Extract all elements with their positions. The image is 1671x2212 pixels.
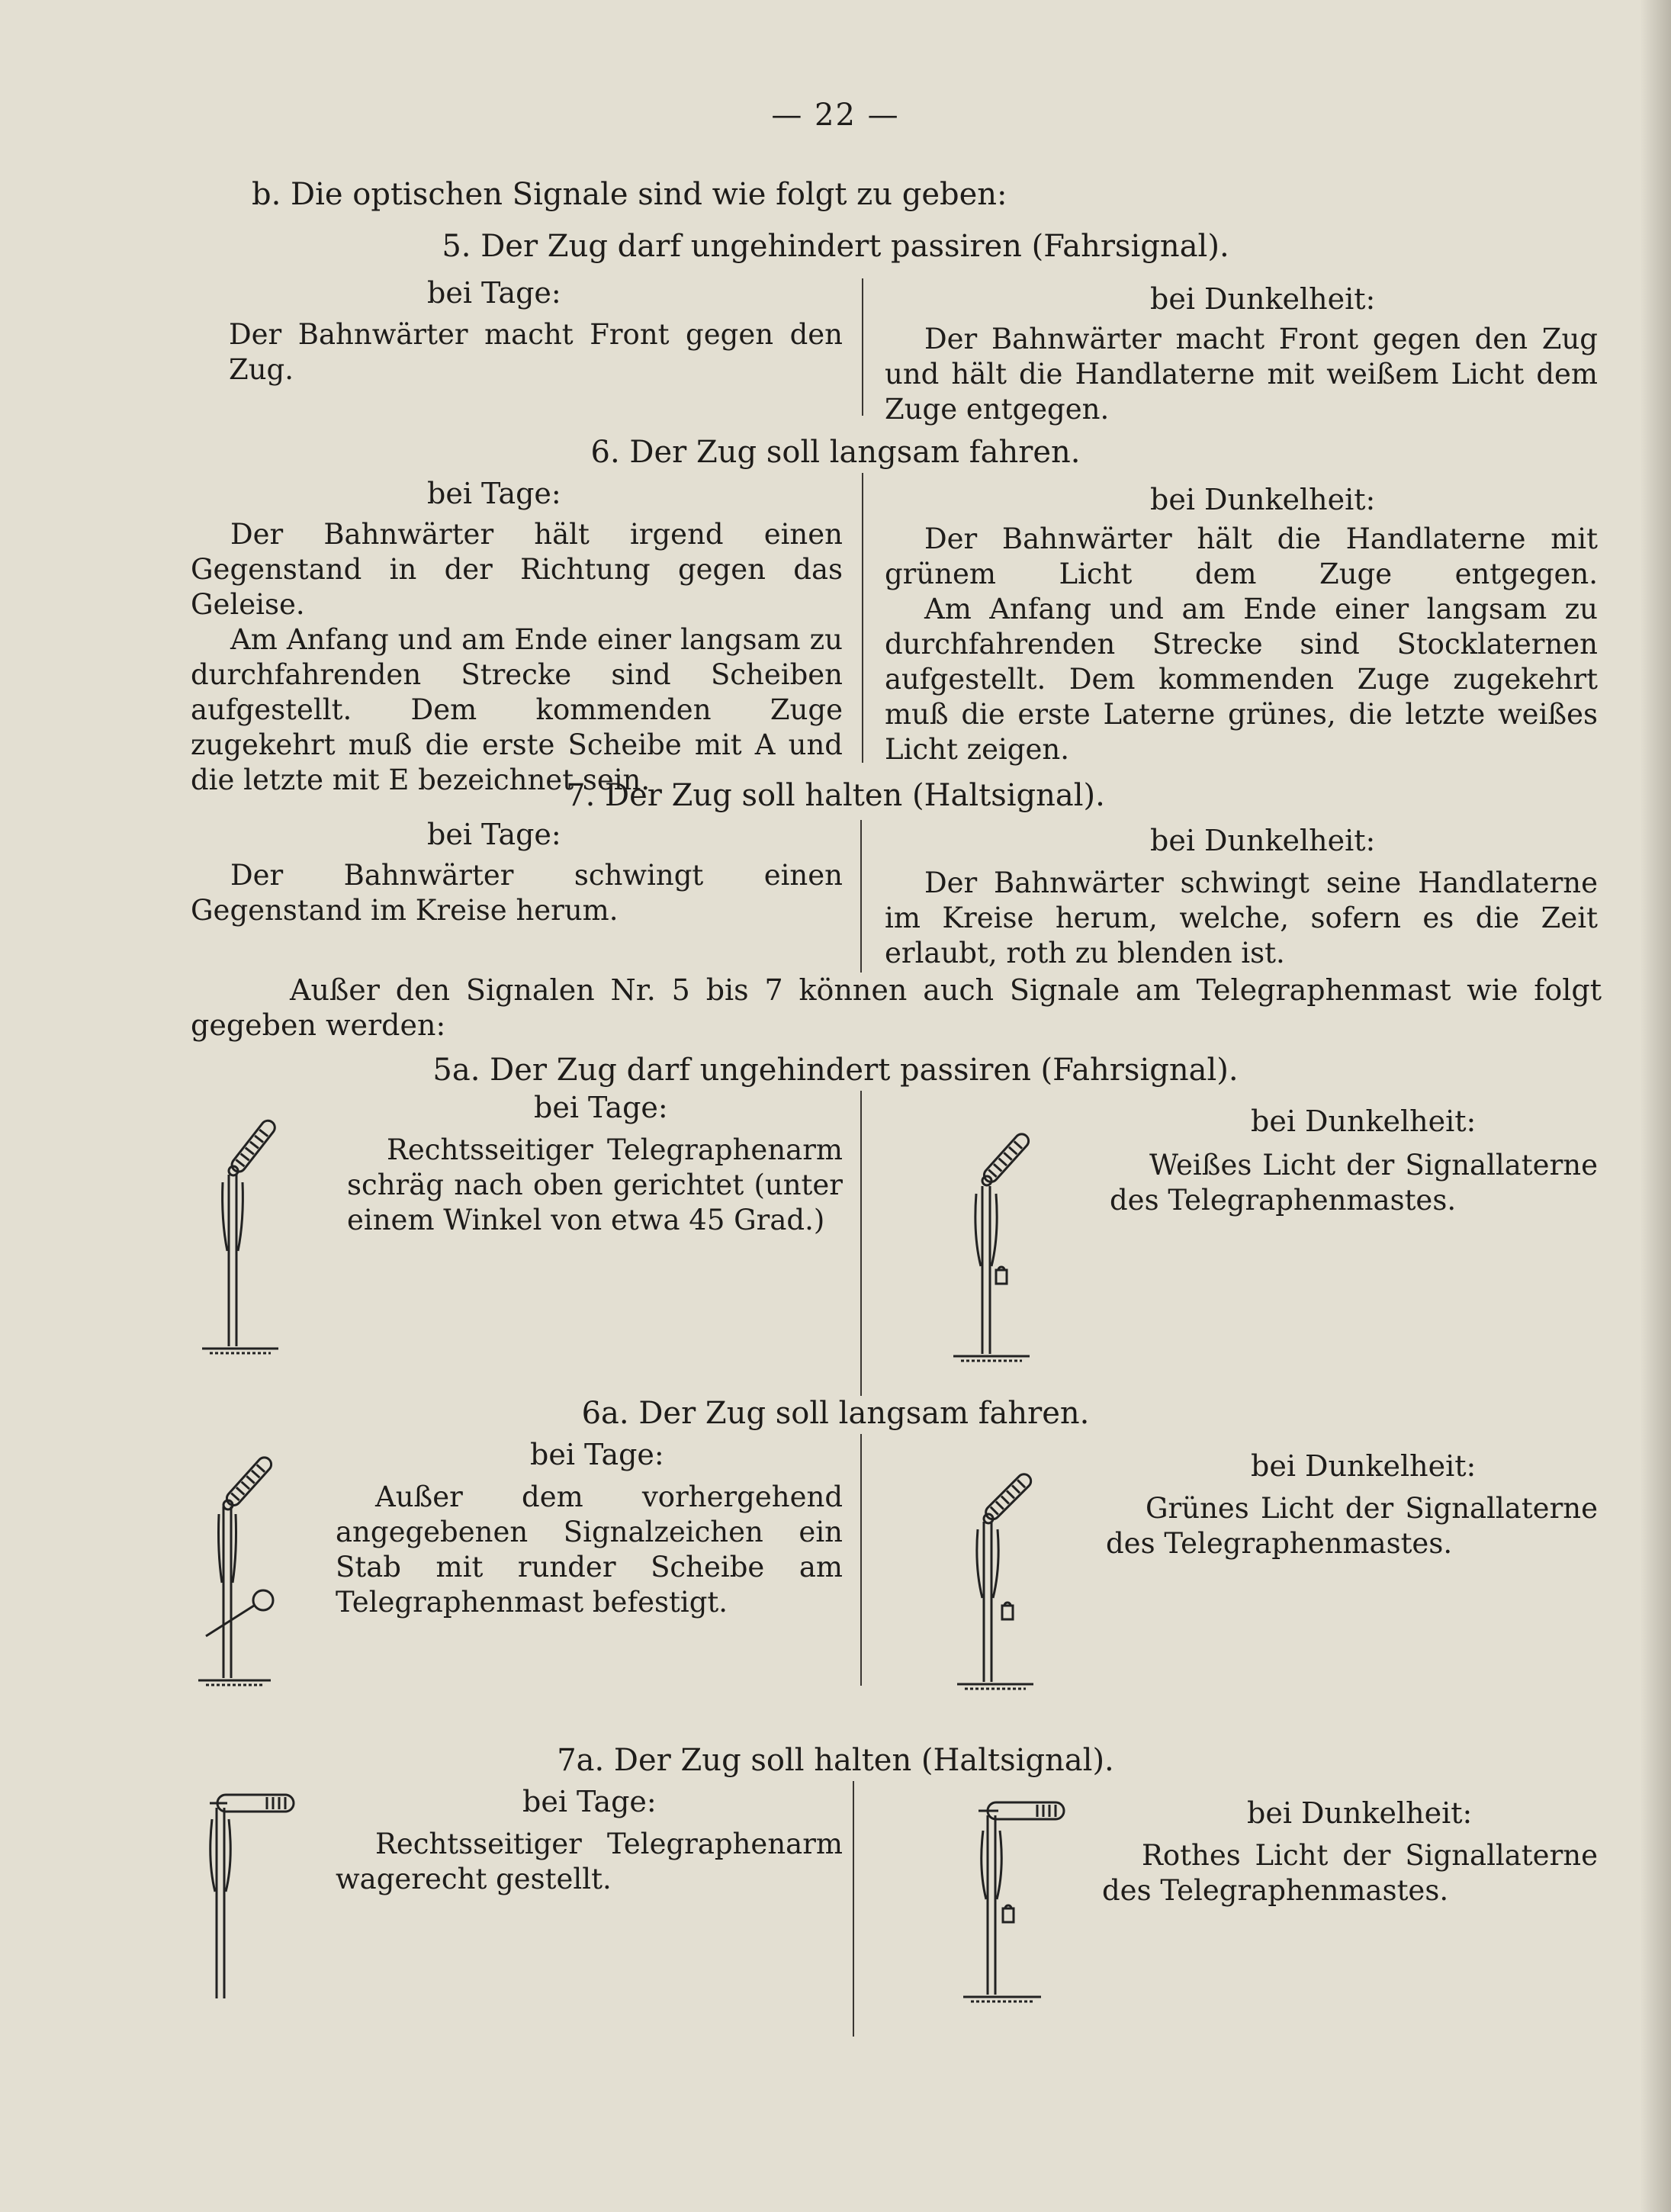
paragraph: Rothes Licht der Signallaterne des Telegraphenmastes. xyxy=(1102,1839,1598,1907)
signal-5a-day-label: bei Tage: xyxy=(534,1091,668,1124)
signal-5-night-label: bei Dunkelheit: xyxy=(1150,282,1376,316)
signal-5a-title: 5a. Der Zug darf ungehindert passiren (Fahrsignal). xyxy=(432,1053,1239,1088)
signal-7-day-text xyxy=(191,858,843,928)
column-divider xyxy=(862,278,863,416)
column-divider xyxy=(862,473,863,763)
column-divider xyxy=(860,820,862,973)
mast-7a-night-icon xyxy=(957,1792,1072,2006)
signal-7a-night-label: bei Dunkelheit: xyxy=(1247,1796,1473,1830)
paragraph: Der Bahnwärter hält die Handlaterne mit grünem Licht dem Zuge entgegen. xyxy=(885,522,1598,590)
signal-6-day-text xyxy=(191,517,843,798)
signal-6-night-text xyxy=(885,522,1598,767)
column-divider xyxy=(860,1434,862,1686)
paragraph: Außer dem vorhergehend angegebenen Signalzeichen ein Stab mit runder Scheibe am Telegraphenmast befestigt. xyxy=(336,1481,843,1619)
signal-5-day-text xyxy=(229,317,843,387)
signal-7a-title: 7a. Der Zug soll halten (Haltsignal). xyxy=(557,1743,1114,1778)
mast-7a-day-icon xyxy=(183,1777,309,2006)
signal-6a-day-text xyxy=(336,1480,843,1620)
signal-7-night-text xyxy=(885,866,1598,971)
page-number: — 22 — xyxy=(771,98,900,133)
paragraph: Der Bahnwärter schwingt seine Handlaterne im Kreise herum, welche, sofern es die Zeit erlaubt, roth zu blenden ist. xyxy=(885,866,1598,969)
signal-5-title: 5. Der Zug darf ungehindert passiren (Fahrsignal). xyxy=(442,229,1229,264)
column-divider xyxy=(853,1781,854,2037)
signal-7-night-label: bei Dunkelheit: xyxy=(1150,824,1376,857)
mast-5a-night-icon xyxy=(923,1106,1037,1377)
page-edge-shadow xyxy=(1640,0,1671,2212)
paragraph: Am Anfang und am Ende einer langsam zu durchfahrenden Strecke sind Scheiben aufgestellt. Dem kommenden Zuge zugekehrt muß die erste Scheibe mit A und die letzte mit E bezeichnet sein. xyxy=(191,623,843,796)
signal-7a-day-label: bei Tage: xyxy=(522,1785,657,1818)
signal-5a-night-text xyxy=(1110,1148,1598,1218)
paragraph: Weißes Licht der Signallaterne des Telegraphenmastes. xyxy=(1110,1149,1598,1217)
paragraph: Der Bahnwärter macht Front gegen den Zug und hält die Handlaterne mit weißem Licht dem Zuge entgegen. xyxy=(885,323,1598,426)
paragraph: Der Bahnwärter macht Front gegen den Zug. xyxy=(229,318,843,386)
signal-6a-title: 6a. Der Zug soll langsam fahren. xyxy=(581,1396,1090,1431)
signal-7-day-label: bei Tage: xyxy=(427,818,561,851)
paragraph: Der Bahnwärter hält irgend einen Gegenstand in der Richtung gegen das Geleise. xyxy=(191,518,843,621)
telegraph-note: Außer den Signalen Nr. 5 bis 7 können auch Signale am Telegraphenmast wie folgt gegeben werden: xyxy=(191,973,1602,1042)
signal-6a-day-label: bei Tage: xyxy=(530,1438,664,1471)
mast-5a-day-icon xyxy=(183,1098,297,1365)
signal-5a-day-text xyxy=(347,1133,843,1238)
mast-6a-night-icon xyxy=(946,1445,1052,1701)
signal-6a-night-label: bei Dunkelheit: xyxy=(1251,1449,1477,1483)
paragraph: Rechtsseitiger Telegraphenarm wagerecht gestellt. xyxy=(336,1828,843,1895)
signal-6a-night-text xyxy=(1106,1491,1598,1561)
signal-7a-night-text xyxy=(1102,1838,1598,1908)
signal-6-title: 6. Der Zug soll langsam fahren. xyxy=(590,435,1081,470)
paragraph: Rechtsseitiger Telegraphenarm schräg nach oben gerichtet (unter einem Winkel von etwa 45 Grad.) xyxy=(347,1133,843,1236)
mast-6a-day-icon xyxy=(187,1445,320,1697)
column-divider xyxy=(860,1091,862,1396)
paragraph: Am Anfang und am Ende einer langsam zu durchfahrenden Strecke sind Stocklaternen aufgestellt. Dem kommenden Zuge zugekehrt muß die erste Laterne grünes, die letzte weißes Licht zeigen. xyxy=(885,593,1598,766)
signal-5-night-text xyxy=(885,322,1598,427)
section-heading: b. Die optischen Signale sind wie folgt zu geben: xyxy=(252,177,1007,212)
signal-6-day-label: bei Tage: xyxy=(427,477,561,510)
signal-5a-night-label: bei Dunkelheit: xyxy=(1251,1104,1477,1138)
signal-7a-day-text xyxy=(336,1827,843,1897)
signal-5-day-label: bei Tage: xyxy=(427,276,561,310)
signal-7-title: 7. Der Zug soll halten (Haltsignal). xyxy=(566,778,1105,813)
paragraph: Der Bahnwärter schwingt einen Gegenstand im Kreise herum. xyxy=(191,859,843,927)
paragraph: Grünes Licht der Signallaterne des Telegraphenmastes. xyxy=(1106,1492,1598,1560)
signal-6-night-label: bei Dunkelheit: xyxy=(1150,483,1376,516)
